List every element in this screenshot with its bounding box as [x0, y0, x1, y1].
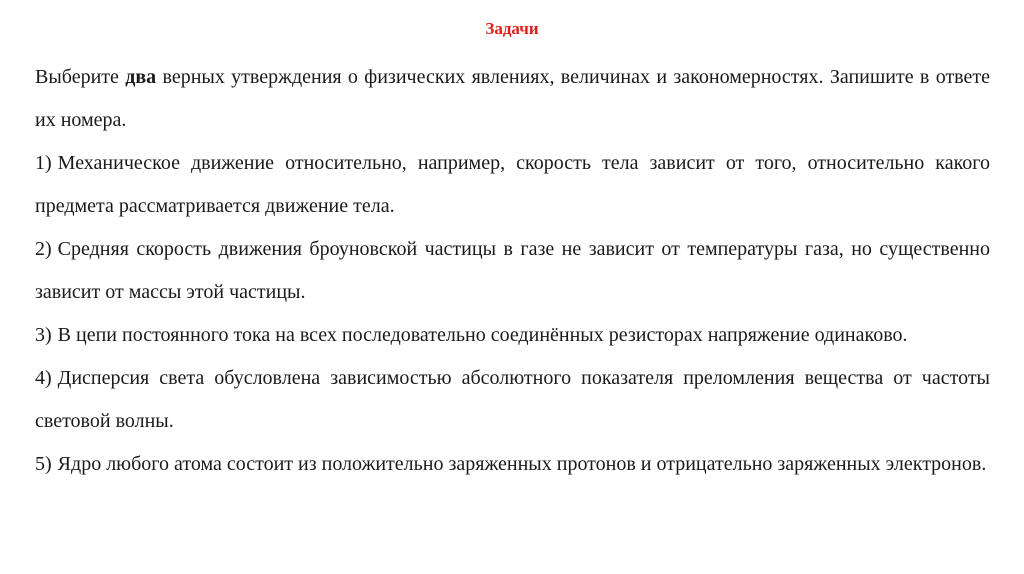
task-instruction — [35, 56, 990, 142]
statement-number: 5) — [35, 453, 52, 475]
statement-3 — [35, 314, 990, 357]
statement-text: Средняя скорость движения броуновской частицы в газе не зависит от температуры газа, но существенно зависит от массы этой частицы. — [35, 238, 990, 303]
statement-4 — [35, 357, 990, 443]
statement-text: Ядро любого атома состоит из положительно заряженных протонов и отрицательно заряженных электронов. — [57, 453, 987, 475]
statement-text: Механическое движение относительно, например, скорость тела зависит от того, относительно какого предмета рассматривается движение тела. — [35, 152, 990, 217]
statement-number: 1) — [35, 152, 52, 174]
statement-text: Дисперсия света обусловлена зависимостью абсолютного показателя преломления вещества от частоты световой волны. — [35, 367, 990, 432]
page-title: Задачи — [485, 19, 539, 38]
instruction-text-end: верных утверждения о физических явлениях, величинах и закономерностях. Запишите в ответе их номера. — [35, 66, 991, 131]
statement-number: 4) — [35, 367, 52, 389]
task-content — [35, 56, 990, 486]
statement-2 — [35, 228, 990, 314]
statement-number: 3) — [35, 324, 52, 346]
instruction-text-start: Выберите — [35, 66, 126, 88]
instruction-emphasis: два — [125, 66, 157, 88]
statement-text: В цепи постоянного тока на всех последовательно соединённых резисторах напряжение одинаково. — [57, 324, 908, 346]
statement-number: 2) — [35, 238, 52, 260]
statement-5 — [35, 443, 990, 486]
statement-1 — [35, 142, 990, 228]
